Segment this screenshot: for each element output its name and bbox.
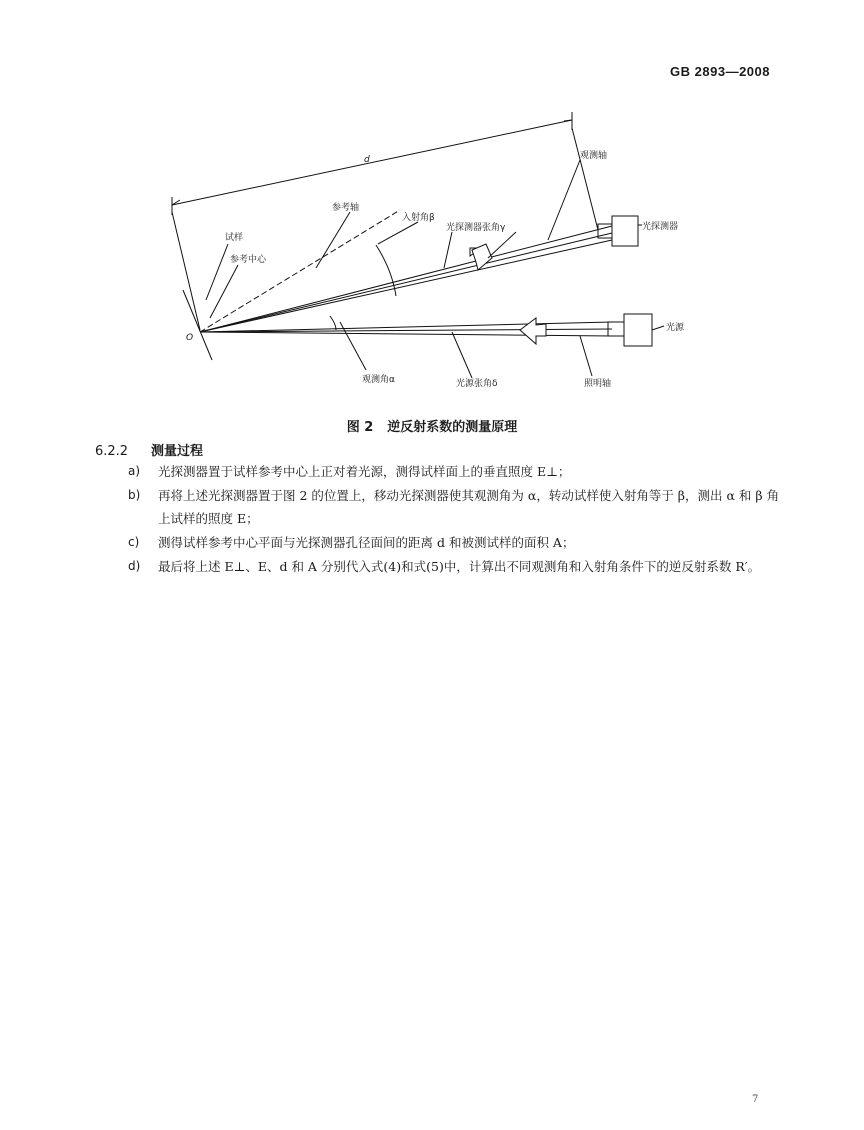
illumination-arrow bbox=[520, 318, 546, 344]
figure-caption bbox=[0, 416, 864, 435]
list-item-text: 光探测器置于试样参考中心上正对着光源，测得试样面上的垂直照度 E⊥； bbox=[158, 464, 571, 479]
measurement-principle-diagram bbox=[0, 0, 864, 410]
list-item-text: 最后将上述 E⊥、E、d 和 A 分别代入式(4)和式(5)中，计算出不同观测角和入射角条件下的逆反射系数 R′。 bbox=[158, 559, 761, 574]
label-sample: 试样 bbox=[225, 233, 244, 243]
section-number: 6.2.2 bbox=[95, 444, 129, 459]
label-light-source: 光源 bbox=[666, 323, 685, 333]
label-detector-aperture-angle: 光探测器张角γ bbox=[446, 223, 506, 233]
list-marker: b) bbox=[128, 488, 141, 502]
label-observation-axis: 观测轴 bbox=[580, 151, 608, 161]
list-item-text: 测得试样参考中心平面与光探测器孔径面间的距离 d 和被测试样的面积 A； bbox=[158, 535, 575, 550]
label-origin: O bbox=[186, 333, 194, 343]
figure-number: 图 2 bbox=[346, 420, 374, 435]
standard-id: GB 2893—2008 bbox=[670, 64, 770, 79]
page-number: 7 bbox=[752, 1094, 759, 1105]
list-marker: a) bbox=[128, 464, 141, 478]
label-observation-angle: 观测角α bbox=[362, 375, 395, 385]
list-item bbox=[128, 460, 788, 483]
label-source-aperture-angle: 光源张角δ bbox=[456, 379, 498, 389]
label-incidence-angle: 入射角β bbox=[402, 213, 435, 223]
section-title: 测量过程 bbox=[151, 444, 204, 459]
dimension-line-d bbox=[172, 120, 572, 205]
photodetector-box bbox=[612, 216, 638, 246]
label-reference-center: 参考中心 bbox=[230, 255, 267, 265]
light-source-box bbox=[624, 314, 652, 346]
label-d: d bbox=[364, 155, 370, 165]
list-item bbox=[128, 484, 788, 530]
reference-axis bbox=[200, 210, 400, 332]
figure-title: 逆反射系数的测量原理 bbox=[387, 420, 518, 435]
label-photodetector: 光探测器 bbox=[642, 222, 679, 232]
sample-plane bbox=[183, 290, 212, 360]
label-illumination-axis: 照明轴 bbox=[584, 379, 612, 389]
list-marker: d) bbox=[128, 559, 141, 573]
list-item-text: 再将上述光探测器置于图 2 的位置上，移动光探测器使其观测角为 α，转动试样使入射角等于 β，测出 α 和 β 角上试样的照度 E； bbox=[158, 488, 780, 526]
list-marker: c) bbox=[128, 535, 140, 549]
section-heading bbox=[95, 440, 203, 459]
list-item bbox=[128, 531, 788, 554]
label-reference-axis: 参考轴 bbox=[332, 203, 360, 213]
list-item bbox=[128, 555, 788, 578]
